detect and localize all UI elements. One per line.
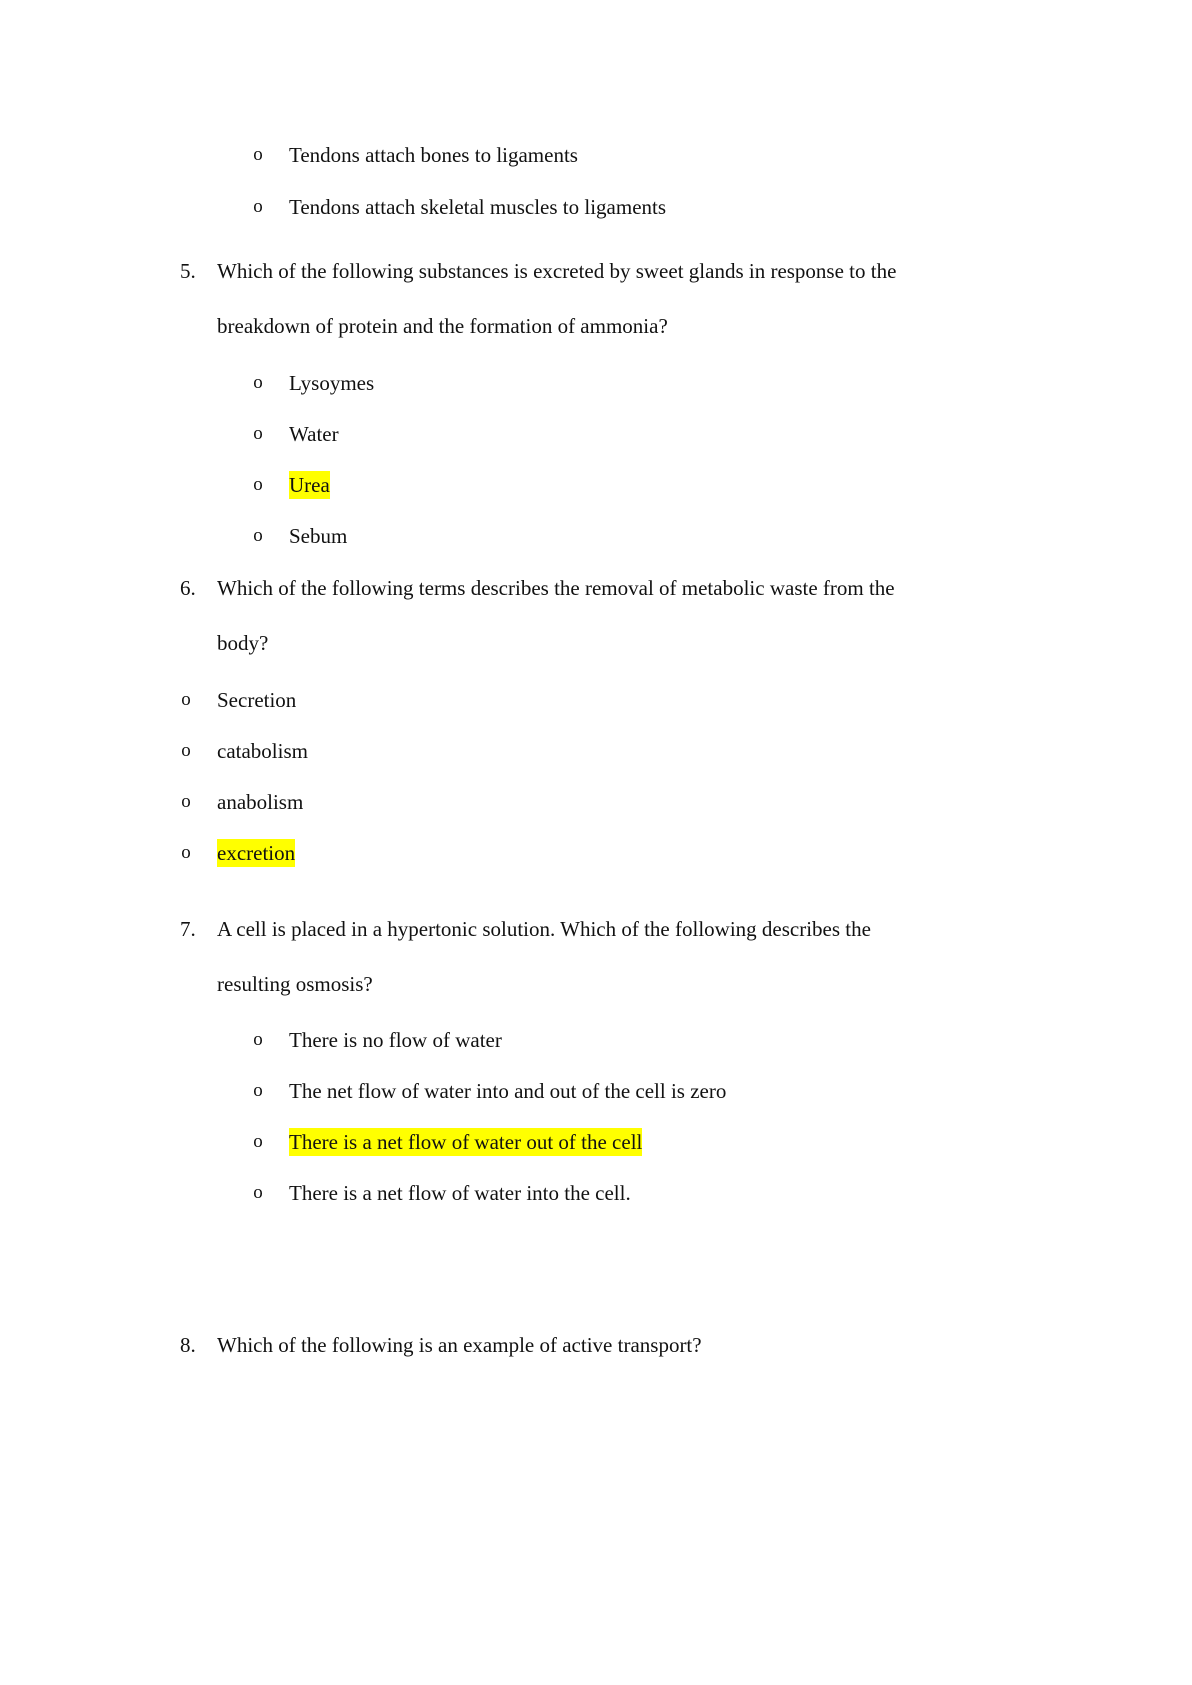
option-text: The net flow of water into and out of the cell is zero — [289, 1079, 727, 1103]
option-bullet: o — [181, 740, 191, 761]
question-text: Which of the following substances is excreted by sweet glands in response to the — [217, 259, 897, 283]
option-bullet: o — [181, 689, 191, 710]
option-text: Water — [289, 422, 339, 446]
option-text: Sebum — [289, 524, 348, 548]
option-bullet: o — [181, 842, 191, 863]
option-bullet: o — [253, 1029, 263, 1050]
option-bullet: o — [253, 1182, 263, 1203]
option-text: anabolism — [217, 790, 304, 814]
option-text: Tendons attach bones to ligaments — [289, 143, 578, 167]
question-number: 8. — [180, 1333, 196, 1357]
option-text: There is a net flow of water into the cell. — [289, 1181, 631, 1205]
option-text: There is no flow of water — [289, 1028, 502, 1052]
option-text-highlighted: excretion — [217, 841, 296, 865]
question-text: Which of the following is an example of active transport? — [217, 1333, 702, 1357]
question-text: Which of the following terms describes the removal of metabolic waste from the — [217, 576, 895, 600]
option-text: Tendons attach skeletal muscles to ligaments — [289, 195, 667, 219]
question-text-continued: breakdown of protein and the formation of ammonia? — [217, 314, 668, 338]
option-bullet: o — [253, 196, 263, 217]
option-text: Lysoymes — [289, 371, 375, 395]
option-bullet: o — [253, 474, 263, 495]
option-bullet: o — [181, 791, 191, 812]
question-number: 5. — [180, 259, 196, 283]
option-bullet: o — [253, 1080, 263, 1101]
option-text-highlighted: There is a net flow of water out of the cell — [289, 1130, 643, 1154]
option-text: catabolism — [217, 739, 308, 763]
option-text-highlighted: Urea — [289, 473, 330, 497]
question-text: A cell is placed in a hypertonic solution. Which of the following describes the — [217, 917, 871, 941]
option-bullet: o — [253, 1131, 263, 1152]
option-text: Secretion — [217, 688, 297, 712]
option-bullet: o — [253, 372, 263, 393]
option-bullet: o — [253, 423, 263, 444]
question-text-continued: resulting osmosis? — [217, 972, 373, 996]
option-bullet: o — [253, 525, 263, 546]
question-number: 7. — [180, 917, 196, 941]
question-number: 6. — [180, 576, 196, 600]
option-bullet: o — [253, 144, 263, 165]
question-text-continued: body? — [217, 631, 269, 655]
